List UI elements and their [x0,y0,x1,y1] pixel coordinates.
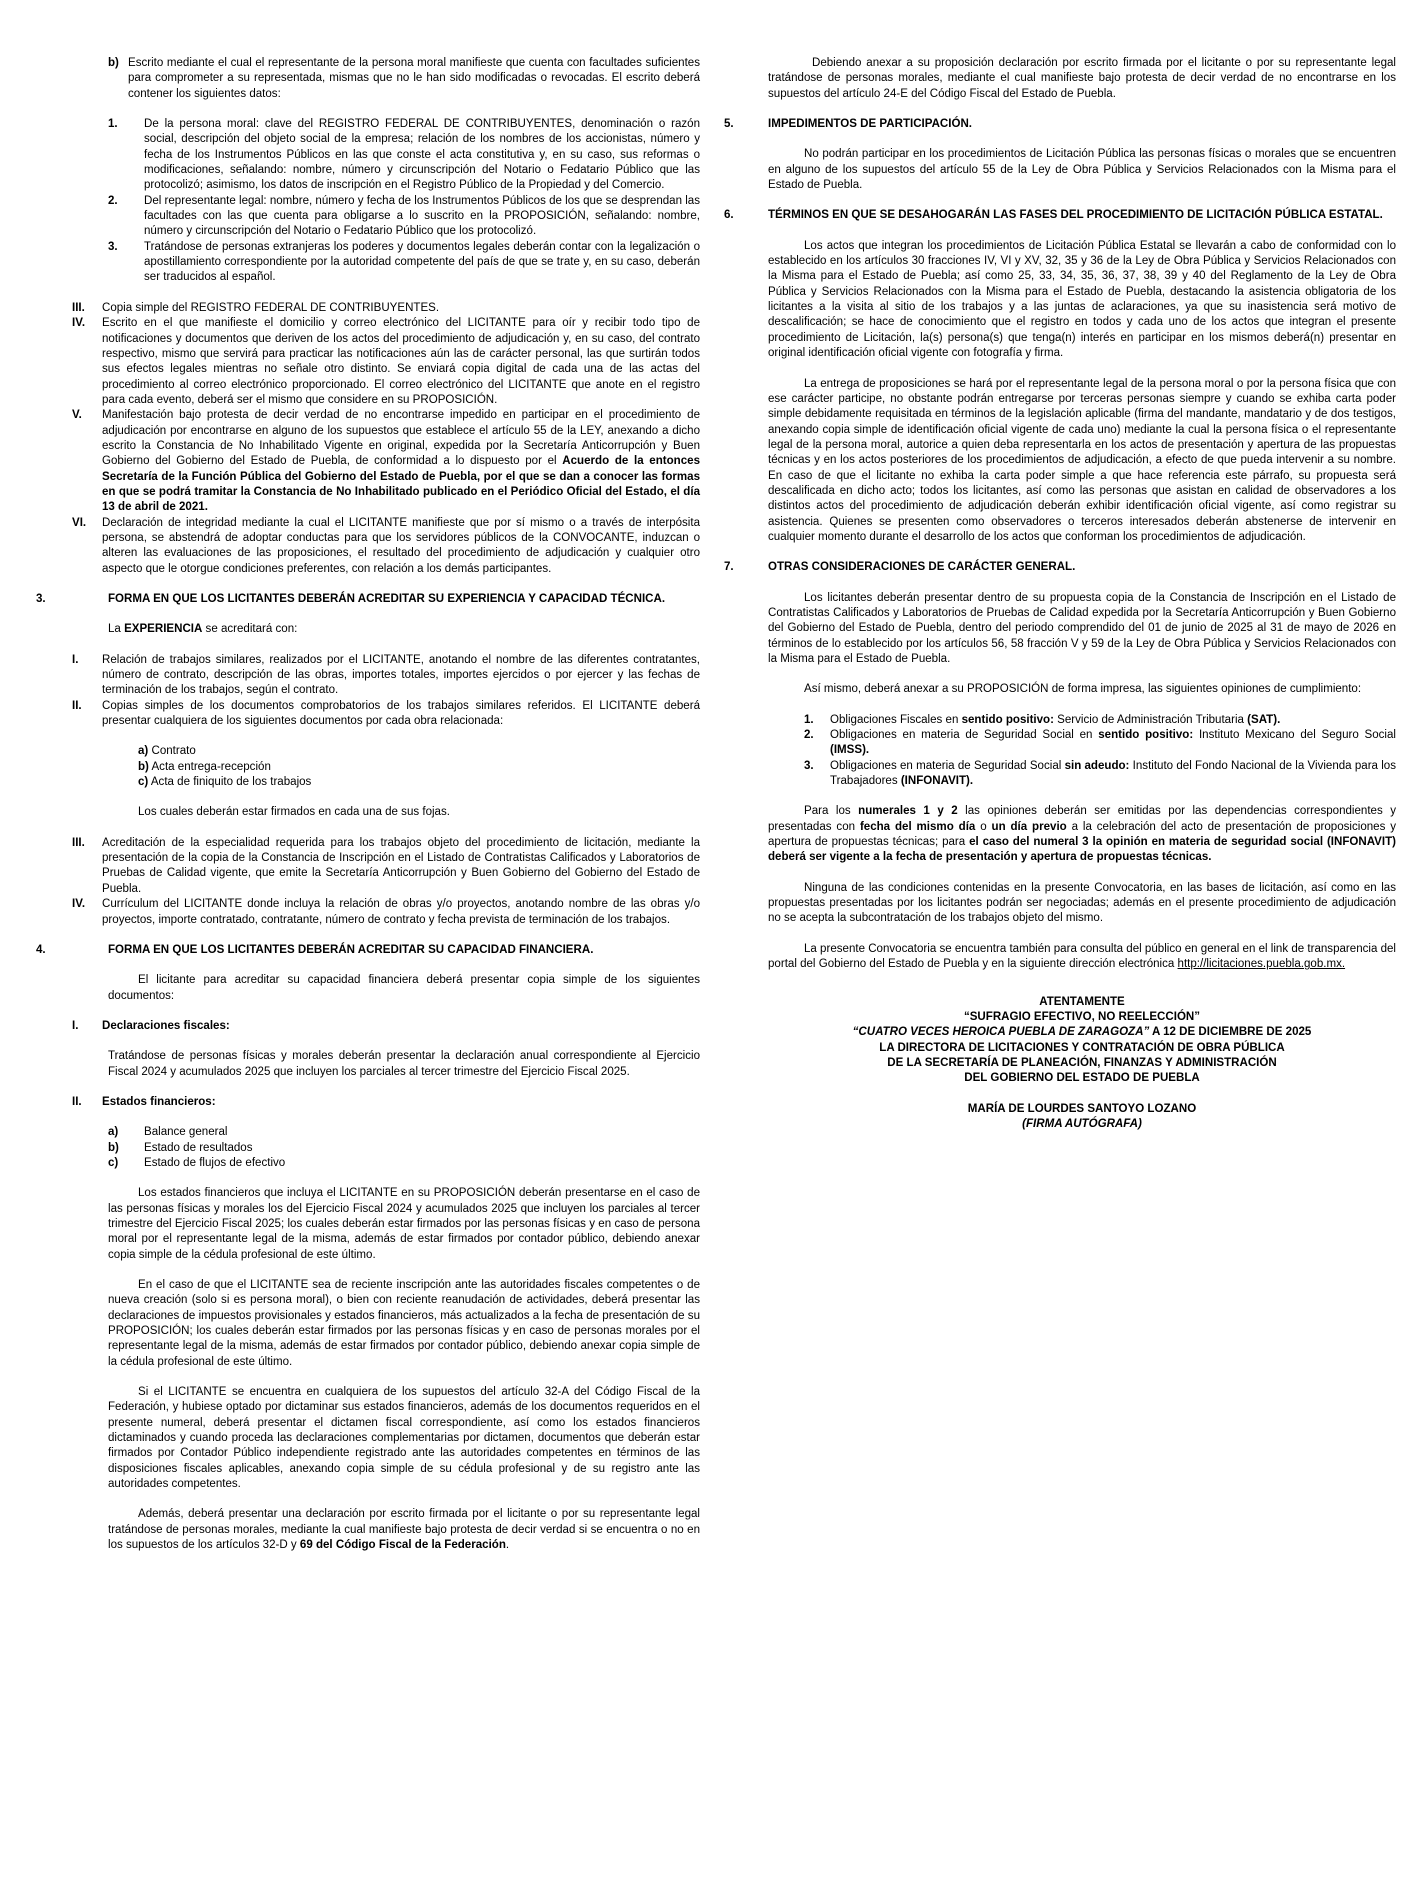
declaration-paragraph: Debiendo anexar a su proposición declaración por escrito firmada por el licitante o por su representante legal tratándose de personas morales, mediante el cual manifieste bajo protesta de decir verdad de no encontrarse en los supuestos del artículo 24-E del Código Fiscal del Estado de Puebla. [768,57,1396,100]
list-item [36,408,700,515]
section-5-heading [724,117,1396,132]
list-item-number: 2. [804,729,814,742]
fiscal-declarations-text: Tratándose de personas físicas y morales deberán presentar la declaración anual correspondiente al Ejercicio Fiscal 2024 y acumulados 2025 que incluyen los parciales al tercer trimestre del Ejercicio Fiscal 2025. [108,1050,700,1078]
list-item-number: 3. [108,240,118,253]
section-4-heading [36,943,700,958]
list-item-text: Estado de resultados [144,1141,253,1154]
list-item-text: Contrato [148,745,196,758]
signatory-name: MARÍA DE LOURDES SANTOYO LOZANO [967,1102,1197,1115]
list-item [724,713,1396,728]
compliance-opinions-list [724,713,1396,790]
section-title: OTRAS CONSIDERACIONES DE CARÁCTER GENERAL. [768,561,1076,574]
list-item [36,897,700,928]
list-item-text: Acta entrega-recepción [148,760,271,773]
list-item [36,117,700,194]
section-number: 7. [724,561,734,574]
opinion-acronym: (SAT). [1247,713,1281,726]
signature-place-date [768,1025,1396,1040]
item-b [36,56,700,102]
transparency-link[interactable]: http://licitaciones.puebla.gob.mx. [1177,958,1346,971]
signature-motto: “SUFRAGIO EFECTIVO, NO REELECCIÓN” [963,1010,1201,1023]
list-item-text: Del representante legal: nombre, número y fecha de los Instrumentos Públicos de los que se desprendan las facultades con las que cuenta para obligarse a lo suscrito en la PROPOSICIÓN, señalando: nombre, número y circunscripción del Notario o Fedatario Público que los protocolizó. [144,194,700,238]
list-item [36,699,700,730]
financial-paragraph: Los estados financieros que incluya el LICITANTE en su PROPOSICIÓN deberán presentarse en el caso de las personas físicas y morales los del Ejercicio Fiscal 2024 y acumulados 2025 que incluyen los parciales al tercer trimestre del Ejercicio Fiscal 2025; los cuales deberán estar firmados por las personas físicas y en caso de persona moral por el representante legal de la misma, además de estar firmados por contador público, debiendo anexar copia simple de la cédula profesional de este último. [108,1187,700,1261]
list-item-text: Copia simple del REGISTRO FEDERAL DE CONTRIBUYENTES. [102,301,440,314]
opinion-acronym: (IMSS). [830,744,870,757]
list-item [138,760,700,775]
opinion-bold: sentido positivo: [1098,729,1194,742]
section-number: 3. [36,593,46,605]
section-6-paragraph: Los actos que integran los procedimientos de Licitación Pública Estatal se llevarán a cabo de conformidad con lo establecido en los artículos 30 fracciones IV, VI y XV, 32, 35 y 36 de la Ley de Obra Pública y Servicios Relacionados con la Misma para el Estado de Puebla; así como 25, 33, 34, 35, 36, 37, 38, 39 y 40 del Reglamento de la Ley de Obra Pública y Servicios Relacionados con la Misma para el Estado de Puebla, destacando la asistencia obligatoria de los licitantes a la visita al sitio de los trabajos y a las juntas de aclaraciones, ya que su inasistencia será motivo de descalificación; se hace de conocimiento que el registro en todos y cada uno de los actos que integran el presente procedimiento de Licitación, la(s) persona(s) que tenga(n) interés en participar en los mismos deberá(n) presentar en original identificación oficial vigente con fotografía y firma. [768,239,1396,360]
section-3-heading [36,592,700,607]
financial-paragraph: En el caso de que el LICITANTE sea de reciente inscripción ante las autoridades fiscales competentes o de nueva creación (solo si es persona moral), o bien con reciente reanudación de actividades, deberá presentar las declaraciones de impuestos provisionales y estados financieros, más actualizados a la fecha de presentación de su PROPOSICIÓN; los cuales deberán estar firmados por las personas físicas y en caso de personas morales por el representante legal de la misma, además de estar firmados por contador público, debiendo anexar copia simple de la cédula profesional de este último. [108,1279,700,1368]
opinion-text: Obligaciones en materia de Seguridad Social en [830,729,1099,742]
section-7-paragraph [724,942,1396,973]
experience-intro [36,622,700,637]
list-item-number: 3. [804,759,814,772]
roman-list [36,301,700,577]
financial-paragraph-end: . [505,1539,510,1552]
opinion-text: Instituto Mexicano del Seguro Social [1193,729,1396,742]
list-item-title: Declaraciones fiscales: [102,1019,230,1032]
opinion-text: Obligaciones en materia de Seguridad Social [830,759,1065,772]
section-title: FORMA EN QUE LOS LICITANTES DEBERÁN ACREDITAR SU CAPACIDAD FINANCIERA. [108,943,594,956]
financial-paragraph-text: Además, deberá presentar una declaración por escrito firmada por el licitante o por su representante legal tratándose de personas morales, mediante la cual manifieste bajo protesta de decir verdad si se encuentra o no en los supuestos de los artículos 32-D y [108,1508,700,1552]
list-item [36,836,700,897]
paragraph-text: las opiniones deberán ser emitidas por las dependencias correspondientes y presentadas con [768,805,1396,833]
section-7-paragraph [724,804,1396,865]
list-item-text [830,713,1396,728]
list-item-letter: b) [108,1141,119,1154]
list-item-text: Currículum del LICITANTE donde incluya la relación de obras y/o proyectos, anotando nombre de las obras y/o proyectos, importe contratado, contratante, número de contrato y fecha prevista de terminación de los trabajos. [102,898,700,926]
paragraph-text: La presente Convocatoria se encuentra también para consulta del público en general en el link de transparencia del portal del Gobierno del Estado de Puebla y en la siguiente dirección electrónica [768,942,1396,971]
signature-title: DE LA SECRETARÍA DE PLANEACIÓN, FINANZAS Y ADMINISTRACIÓN [887,1056,1277,1069]
section-7-paragraph: Los licitantes deberán presentar dentro de su propuesta copia de la Constancia de Inscripción en el Listado de Contratistas Calificados y Laboratorios de Pruebas de Calidad expedida por la Secretaría Anticorrupción y Buen Gobierno del Gobierno del Estado de Puebla, dentro del periodo comprendido del 01 de junio de 2025 al 31 de mayo de 2026 en términos de lo establecido por los artículos 56, 58 fracción V y 59 de la Ley de Obra Pública y Servicios Relacionados con la Misma para el Estado de Puebla. [768,591,1396,665]
opinion-text: Instituto del Fondo Nacional de la Vivienda para los Trabajadores [830,759,1396,788]
list-item-title: Estados financieros: [102,1095,216,1108]
list-item-text: Acreditación de la especialidad requerida para los trabajos objeto del procedimiento de licitación, mediante la presentación de la copia de la Constancia de Inscripción en el Listado de Contratistas Calificados y Laboratorios de Pruebas de Calidad vigente, que emite la Secretaría Anticorrupción y Buen Gobierno del Gobierno del Estado de Puebla. [102,836,700,895]
section-6-paragraph: La entrega de proposiciones se hará por el representante legal de la persona moral o por la persona física que con ese carácter participe, no obstante podrán entregarse por terceras personas siempre y cuando se exhiba carta poder simple debidamente requisitada en términos de la legislación aplicable (firma del mandante, mandatario y de dos testigos, anexando copia simple de identificación oficial vigente de cada uno) mediante la cual la persona física o el representante legal de la persona moral, autorice a quien deba representarla en los actos de presentación y apertura de las propuestas técnicas y en los actos posteriores de los procedimientos de adjudicación, a efecto de que pueda intervenir a su nombre. En caso de que el licitante no exhiba la carta poder simple a que hace referencia este párrafo, su propuesta será descalificada en dicho acto; todos los licitantes, así como las personas que asistan en calidad de observadores a los distintos actos del procedimiento de adjudicación deberán exhibir identificación oficial vigente, así como registrar su asistencia. Quienes se presenten como observadores o terceros interesados deberán abstenerse de intervenir en cualquier momento durante el desarrollo de los actos que conforman los procedimientos de adjudicación. [768,377,1396,543]
list-item-letter: a) [108,1126,119,1139]
experience-intro-pre: La [108,623,125,636]
list-item [36,1141,700,1156]
list-item-text-plain: Manifestación bajo protesta de decir verdad de no encontrarse impedido en participar en el procedimiento de adjudicación por encontrarse en alguno de los supuestos que establece el artículo 55 de la LEY, anexando a dicho escrito la Constancia de No Inhabilitado Vigente en original, expedida por la Secretaría Anticorrupción y Buen Gobierno del Gobierno del Estado de Puebla, de conformidad a lo dispuesto por el [102,409,700,468]
section-7-paragraph: Ninguna de las condiciones contenidas en la presente Convocatoria, en las bases de licitación, así como en las propuestas presentadas por los licitantes podrán ser negociadas; además en el presente procedimiento de adjudicación no se acepta la subcontratación de los trabajos objeto del mismo. [768,881,1396,925]
list-item [36,240,700,286]
list-item-letter: c) [138,776,149,789]
list-item-text: Balance general [144,1126,228,1139]
list-item-number: I. [72,1019,79,1032]
list-item-text: Declaración de integridad mediante la cual el LICITANTE manifieste que por sí mismo o a través de interpósita persona, se abstendrá de adoptar conductas para que los servidores públicos de la CONVOCANTE, induzcan o alteren las evaluaciones de las proposiciones, el resultado del procedimiento de adjudicación y cualquier otro aspecto que le otorgue condiciones preferentes, con relación a los demás participantes. [102,516,700,575]
list-item [138,775,700,790]
signature-block [724,995,1396,1133]
list-item-number: VI. [72,516,87,529]
section-7-paragraph: Así mismo, deberá anexar a su PROPOSICIÓN de forma impresa, las siguientes opiniones de cumplimiento: [804,683,1362,696]
opinion-acronym: (INFONAVIT). [900,775,974,788]
list-item-number: III. [72,836,85,849]
list-item [36,1156,700,1171]
section-title: FORMA EN QUE LOS LICITANTES DEBERÁN ACREDITAR SU EXPERIENCIA Y CAPACIDAD TÉCNICA. [108,593,666,605]
list-item [724,759,1396,790]
section-6-heading [724,208,1396,223]
section-title: TÉRMINOS EN QUE SE DESAHOGARÁN LAS FASES DEL PROCEDIMIENTO DE LICITACIÓN PÚBLICA ESTATAL. [768,209,1383,222]
financial-statements-list [36,1125,700,1171]
list-item-letter: c) [108,1156,119,1169]
item-b-list [36,117,700,286]
section-title: IMPEDIMENTOS DE PARTICIPACIÓN. [768,118,973,131]
list-item-number: II. [72,699,82,712]
list-item-number: V. [72,409,82,422]
list-item [36,653,700,699]
list-item-text: Escrito en el que manifieste el domicilio y correo electrónico del LICITANTE para oír y recibir todo tipo de notificaciones y documentos que deriven de los actos del procedimiento de adjudicación y, en su caso, del contrato respectivo, mismo que servirá para practicar las notificaciones aún las de carácter personal, las que surtirán todos sus efectos legales mientras no señale otro distinto. Se enviará copia digital de cada una de las actas del procedimiento al correo electrónico proporcionado. El correo electrónico del LICITANTE que anote en el registro para cada evento, deberá ser el mismo que considere en su PROPOSICIÓN. [102,317,700,406]
documents-list [36,744,700,820]
list-item-text-bold: Acuerdo de la entonces Secretaría de la Función Pública del Gobierno del Estado de Puebla, por el que se dan a conocer las formas en que se podrá tramitar la Constancia de No Inhabilitado publicado en el Periódico Oficial del Estado, el día 13 de abril de 2021. [102,455,700,514]
list-item-number: 1. [804,713,814,726]
item-b-text: Escrito mediante el cual el representante de la persona moral manifieste que cuenta con facultades suficientes para comprometer a su representada, mismas que no le han sido modificadas o revocadas. El escrito deberá contener los siguientes datos: [128,57,700,100]
paragraph-text: o [975,820,992,833]
documents-note: Los cuales deberán estar firmados en cada una de sus fojas. [138,806,450,819]
list-item-text: De la persona moral: clave del REGISTRO FEDERAL DE CONTRIBUYENTES, denominación o razón social, descripción del objeto social de la empresa; relación de los nombres de los accionistas, número y fecha de los Instrumentos Públicos en las que conste el acta constitutiva y, en su caso, sus reformas o modificaciones, señalando: nombre, número y circunscripción del Notario o Fedatario Público que las protocolizó; asimismo, los datos de inscripción en el Registro Público de la Propiedad y del Comercio. [144,118,700,192]
list-item-text [830,728,1396,759]
list-item-number: III. [72,301,85,314]
financial-statements-heading [36,1095,700,1110]
opinion-bold: sentido positivo: [961,713,1054,726]
list-item [36,516,700,577]
list-item-text [830,759,1396,790]
section-5-text: No podrán participar en los procedimientos de Licitación Pública las personas físicas o morales que se encuentren en alguno de los supuestos del artículo 55 de la Ley de Obra Pública y Servicios Relacionados con la Misma para el Estado de Puebla. [768,148,1396,192]
financial-paragraph [36,1507,700,1553]
list-item-number: I. [72,653,79,666]
paragraph-text: Para los [804,805,859,818]
experience-list-2 [36,836,700,928]
list-item-text: Tratándose de personas extranjeras los poderes y documentos legales deberán contar con la legalización o apostillamiento correspondiente por la autoridad competente del país de que se trate y, en su caso, deberán ser traducidos al español. [144,240,700,284]
section-number: 6. [724,209,734,222]
experience-intro-post: se acreditará con: [202,623,298,636]
list-item [36,194,700,240]
list-item [138,744,700,759]
list-item-number: II. [72,1095,82,1108]
right-column [724,56,1396,1132]
list-item-text: Estado de flujos de efectivo [144,1156,286,1169]
paragraph-bold: un día previo [991,820,1067,833]
opinion-text: Obligaciones Fiscales en [830,713,962,726]
list-item [724,728,1396,759]
financial-paragraph: Si el LICITANTE se encuentra en cualquiera de los supuestos del artículo 32-A del Código Fiscal de la Federación, y hubiese optado por dictaminar sus estados financieros, además de los documentos requeridos en el presente numeral, deberá presentar el dictamen fiscal correspondiente, así como los estados financieros dictaminados y cuando proceda las declaraciones complementarias por dictamen, documentos que deberán estar firmados por Contador Público independiente registrado ante las autoridades competentes en términos de las disposiciones fiscales aplicables, anexando copia simple de su cédula profesional y de su registro ante las autoridades competentes. [108,1386,700,1491]
section-number: 4. [36,943,46,956]
list-item-text: Relación de trabajos similares, realizados por el LICITANTE, anotando el nombre de las diferentes contratantes, número de contrato, descripción de las obras, importes totales, importes ejercidos o por ejercer y las fechas de terminación de los trabajos, según el contrato. [102,653,700,697]
signature-note: (FIRMA AUTÓGRAFA) [1022,1117,1142,1130]
list-item-number: 2. [108,194,118,207]
signature-title: DEL GOBIERNO DEL ESTADO DE PUEBLA [964,1072,1200,1085]
signature-closing: ATENTAMENTE [1039,995,1125,1008]
list-item [36,301,700,316]
list-item-number: 1. [108,118,118,131]
list-item [36,316,700,408]
list-item-text [102,408,700,515]
list-item-letter: a) [138,745,149,758]
section-7-heading [724,560,1396,575]
section-number: 5. [724,118,734,131]
list-item-number: IV. [72,898,86,911]
list-item-number: IV. [72,317,86,330]
paragraph-bold: fecha del mismo día [859,820,976,833]
list-item-letter: b) [138,760,149,773]
financial-paragraph-bold: 69 del Código Fiscal de la Federación [299,1539,506,1552]
left-column [36,56,700,1554]
paragraph-text: a la celebración del acto de presentación de proposiciones y apertura de propuestas técnicas; para [768,820,1397,849]
signature-date: A 12 DE DICIEMBRE DE 2025 [1149,1026,1312,1039]
list-item-text: Acta de finiquito de los trabajos [148,776,312,789]
signature-place: “CUATRO VECES HEROICA PUEBLA DE ZARAGOZA” [852,1026,1150,1039]
paragraph-bold: numerales 1 y 2 [858,805,958,818]
signature-title: LA DIRECTORA DE LICITACIONES Y CONTRATACIÓN DE OBRA PÚBLICA [879,1041,1285,1054]
financial-intro: El licitante para acreditar su capacidad financiera deberá presentar copia simple de los siguientes documentos: [108,974,700,1002]
opinion-text: Servicio de Administración Tributaria [1053,713,1248,726]
opinion-bold: sin adeudo: [1064,759,1130,772]
list-item-text: Copias simples de los documentos comprobatorios de los trabajos similares referidos. El LICITANTE deberá presentar cualquiera de los siguientes documentos por cada obra relacionada: [102,699,700,728]
experience-keyword: EXPERIENCIA [124,623,203,636]
fiscal-declarations-heading [36,1019,700,1034]
paragraph-bold: el caso del numeral 3 la opinión en materia de seguridad social (INFONAVIT) deberá ser vigente a la fecha de presentación y apertura de propuestas técnicas. [768,836,1396,864]
item-b-label: b) [108,57,119,69]
experience-list [36,653,700,730]
list-item [36,1125,700,1140]
